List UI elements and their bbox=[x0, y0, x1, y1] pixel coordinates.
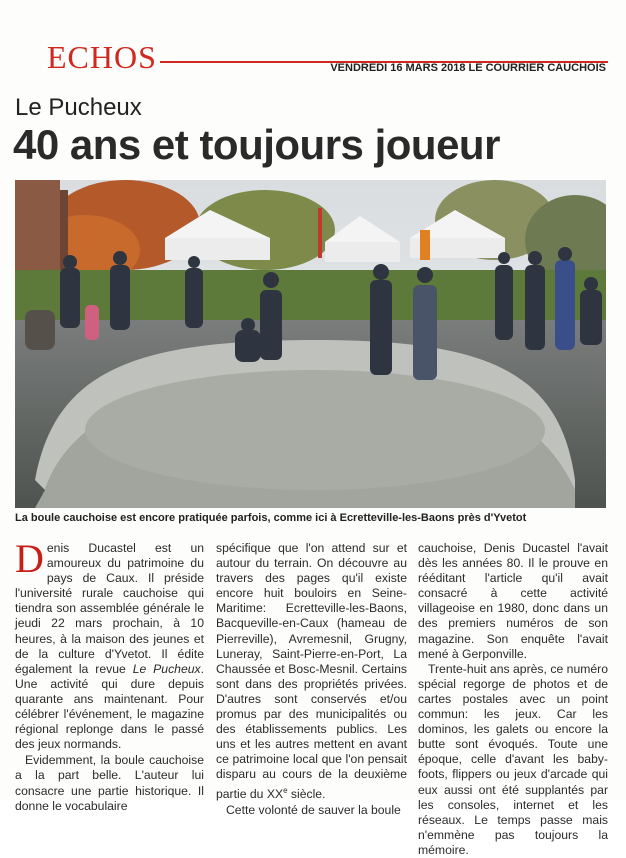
article-headline: 40 ans et toujours joueur bbox=[13, 121, 500, 168]
article-kicker: Le Pucheux bbox=[15, 94, 142, 121]
paragraph-1-end: . Une activité qui dure depuis quarante ans maintenant. Pour célébrer l'événement, le magazine régional replonge dans le passé des jeux normands. bbox=[15, 661, 204, 752]
article-column-3 bbox=[418, 541, 608, 858]
article-column-1 bbox=[15, 536, 204, 814]
paragraph-6: Trente-huit ans après, ce numéro spécial regorge de photos et de cartes postales avec un point commun: les jeux. Car les dominos, les galets ou encore la butte sont évoqués. Toute une époque, celle d'avant les baby-foots, flippers ou jeux d'arcade qui eux aussi ont été supplantés par les consoles, internet et les réseaux. Le temps passe mais n'emmène pas toujours la mémoire. bbox=[418, 661, 608, 857]
century-superscript: e bbox=[283, 785, 288, 795]
paragraph-2: Evidemment, la boule cauchoise a la part belle. L'auteur lui consacre une partie historique. Il donne le vocabulaire bbox=[15, 753, 204, 813]
drop-cap: D bbox=[15, 536, 44, 581]
paragraph-3 bbox=[216, 541, 407, 802]
paragraph-1-text: enis Ducastel est un amoureux du patrimoine du pays de Caux. Il préside l'université rurale cauchoise qui tiendra son assemblée générale le jeudi 22 mars prochain, à 10 heures, à la maison des jeunes et de la culture d'Yvetot. Il édite également la revue bbox=[15, 541, 204, 676]
article-column-2 bbox=[216, 541, 407, 818]
paragraph-5: cauchoise, Denis Ducastel l'avait dès les années 80. Il le prouve en rééditant l'article qu'il avait consacré à cette activité villageoise en 1980, donc dans un des premiers numéros de son magazine. Son enquête l'avait mené à Gerponville. bbox=[418, 541, 608, 661]
article-photo bbox=[15, 180, 606, 508]
paragraph-1 bbox=[15, 536, 204, 752]
dateline: VENDREDI 16 MARS 2018 LE COURRIER CAUCHOIS bbox=[330, 62, 606, 74]
section-rubric: ECHOS bbox=[47, 39, 157, 75]
paragraph-4: Cette volonté de sauver la boule bbox=[226, 802, 401, 817]
paragraph-3-text: spécifique que l'on attend sur et autour du terrain. On découvre au travers des pages qu'il existe encore huit bouloirs en Seine-Maritime: Ecretteville-les-Baons, Bacqueville-en-Caux (hameau de Pierreville), Avremesnil, Grugny, Luneray, Saint-Pierre-en-Port, La Chaussée et Bosc-Mesnil. Certains sont dans des propriétés privées. D'autres sont conservés et/ou promus par des municipalités ou des établissements publics. Les uns et les autres mettent en avant ce patrimoine local que l'on pensait disparu au cours de la deuxième partie du XX bbox=[216, 541, 407, 801]
photo-caption: La boule cauchoise est encore pratiquée parfois, comme ici à Ecretteville-les-Baons près d'Yvetot bbox=[15, 512, 527, 524]
paragraph-3-end: siècle. bbox=[287, 786, 326, 801]
magazine-title: Le Pucheux bbox=[132, 661, 201, 676]
